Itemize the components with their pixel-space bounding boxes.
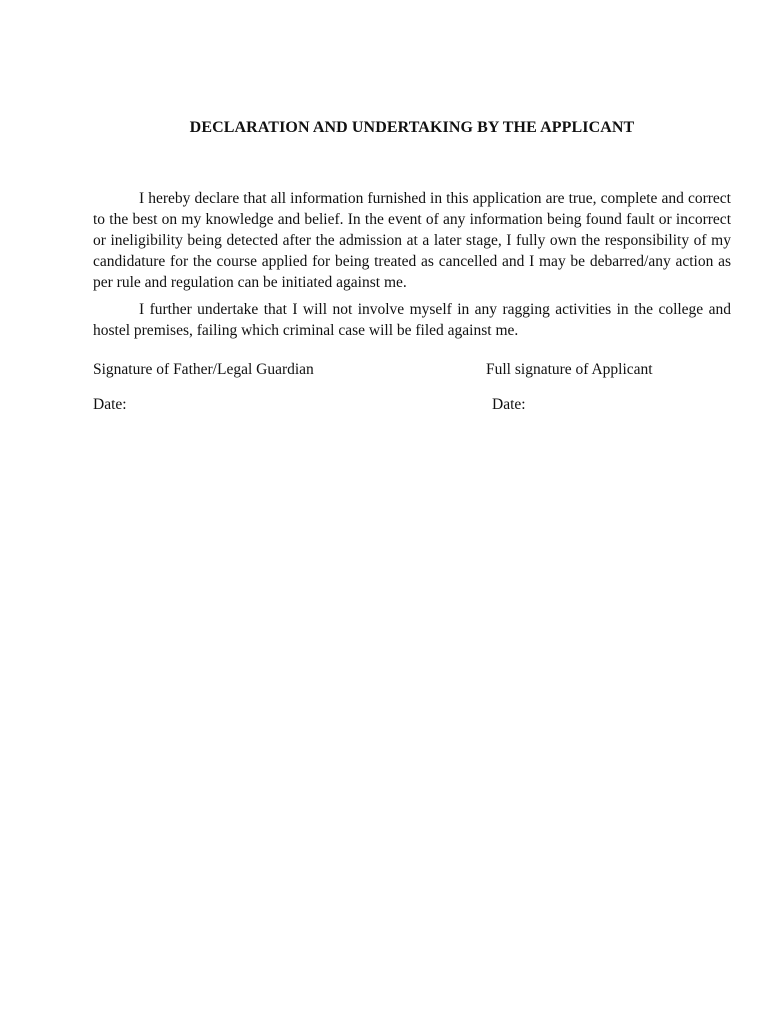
document-title: DECLARATION AND UNDERTAKING BY THE APPLICANT: [189, 119, 635, 136]
applicant-signature-label: Full signature of Applicant: [486, 361, 653, 378]
guardian-date-label: Date:: [93, 396, 127, 413]
declaration-body: [93, 188, 731, 341]
declaration-paragraph: I hereby declare that all information furnished in this application are true, complete and correct to the best on my knowledge and belief. In the event of any information being found fault or incorrect or ineligibility being detected after the admission at a later stage, I fully own the responsibility of my candidature for the course applied for being treated as cancelled and I may be debarred/any action as per rule and regulation can be initiated against me.: [93, 190, 731, 291]
guardian-signature-label: Signature of Father/Legal Guardian: [93, 361, 314, 378]
undertaking-paragraph: I further undertake that I will not involve myself in any ragging activities in the college and hostel premises, failing which criminal case will be filed against me.: [93, 301, 731, 339]
applicant-date-label: Date:: [492, 396, 526, 413]
